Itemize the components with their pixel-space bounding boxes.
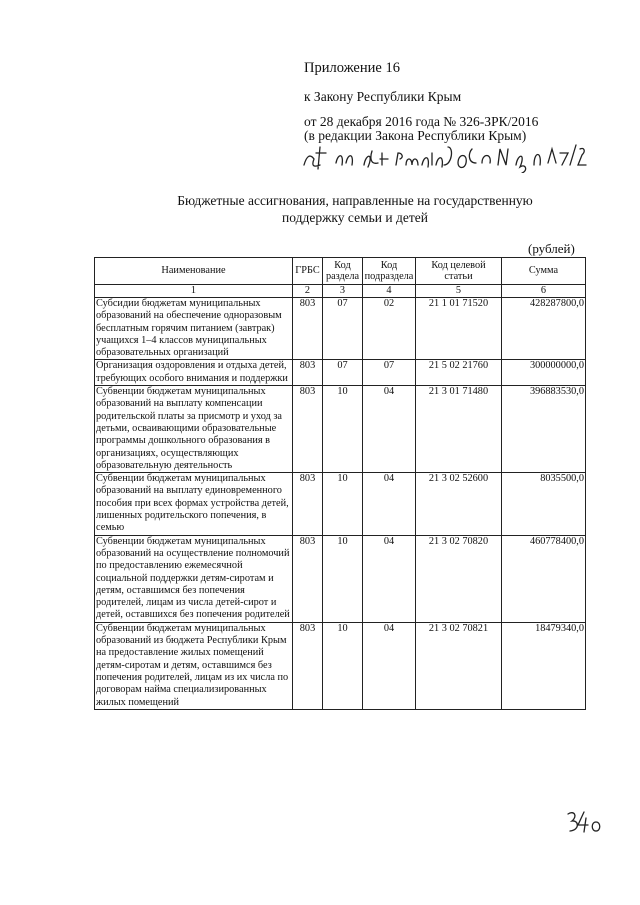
row-name: Субсидии бюджетам муниципальных образований на обеспечение одноразовым бесплатным горячим питанием (завтрак) учащихся 1–4 классов муниципальных образовательных организаций [95,298,293,360]
currency-unit: (рублей) [528,241,575,256]
column-number: 4 [363,285,416,298]
budget-table [94,257,586,710]
table-row [95,535,586,622]
law-date-number: от 28 декабря 2016 года № 326-ЗРК/2016 [304,114,539,129]
law-reference: к Закону Республики Крым [304,89,462,104]
table-row [95,622,586,709]
table-row [95,386,586,473]
row-subsection: 04 [363,622,416,709]
row-grbs: 803 [293,473,323,535]
row-target: 21 1 01 71520 [416,298,502,360]
row-target: 21 3 02 52600 [416,473,502,535]
document-title [95,192,615,226]
row-subsection: 07 [363,360,416,386]
header-sum: Сумма [502,258,586,285]
title-line-1: Бюджетные ассигнования, направленные на государственную [177,193,533,208]
header-name: Наименование [95,258,293,285]
header-subsection: Код подраздела [363,258,416,285]
row-subsection: 04 [363,386,416,473]
row-sum: 428287800,0 [502,298,586,360]
row-grbs: 803 [293,535,323,622]
row-grbs: 803 [293,386,323,473]
row-target: 21 3 02 70821 [416,622,502,709]
column-number: 1 [95,285,293,298]
row-sum: 300000000,0 [502,360,586,386]
row-section: 10 [323,622,363,709]
row-grbs: 803 [293,298,323,360]
row-grbs: 803 [293,622,323,709]
row-sum: 460778400,0 [502,535,586,622]
table-header-row [95,258,586,285]
handwritten-page-number [564,808,604,834]
table-row [95,360,586,386]
row-name: Субвенции бюджетам муниципальных образований из бюджета Республики Крым на предоставление жилых помещений детям-сиротам и детям, оставшимся без попечения родителей, лицам из их числа по договорам найма специализированных жилых помещений [95,622,293,709]
row-name: Субвенции бюджетам муниципальных образований на осуществление полномочий по предоставлению ежемесячной социальной поддержки детям-сиротам и детям, оставшимся без попечения родителей, лицам из числа детей-сирот и детей, оставшихся без попечения родителей [95,535,293,622]
row-section: 10 [323,386,363,473]
header-target: Код целевой статьи [416,258,502,285]
handwritten-amendment-note [302,139,592,173]
row-section: 10 [323,473,363,535]
row-target: 21 3 01 71480 [416,386,502,473]
row-subsection: 04 [363,473,416,535]
title-line-2: поддержку семьи и детей [282,210,428,225]
row-target: 21 5 02 21760 [416,360,502,386]
appendix-number: Приложение 16 [304,60,400,76]
column-number: 6 [502,285,586,298]
row-grbs: 803 [293,360,323,386]
row-subsection: 02 [363,298,416,360]
row-target: 21 3 02 70820 [416,535,502,622]
header-grbs: ГРБС [293,258,323,285]
header-section: Код раздела [323,258,363,285]
law-revision-note: (в редакции Закона Республики Крым) [304,128,527,143]
row-sum: 396883530,0 [502,386,586,473]
column-number-row [95,285,586,298]
table-row [95,473,586,535]
row-section: 10 [323,535,363,622]
row-name: Субвенции бюджетам муниципальных образований на выплату компенсации родительской платы за присмотр и уход за детьми, осваивающими образовательные программы дошкольного образования в организациях, осуществляющих образовательную деятельность [95,386,293,473]
column-number: 3 [323,285,363,298]
row-subsection: 04 [363,535,416,622]
row-sum: 18479340,0 [502,622,586,709]
column-number: 5 [416,285,502,298]
row-name: Субвенции бюджетам муниципальных образований на выплату единовременного пособия при всех формах устройства детей, лишенных родительского попечения, в семью [95,473,293,535]
row-section: 07 [323,298,363,360]
row-name: Организация оздоровления и отдыха детей, требующих особого внимания и поддержки [95,360,293,386]
table-row [95,298,586,360]
row-section: 07 [323,360,363,386]
row-sum: 8035500,0 [502,473,586,535]
column-number: 2 [293,285,323,298]
